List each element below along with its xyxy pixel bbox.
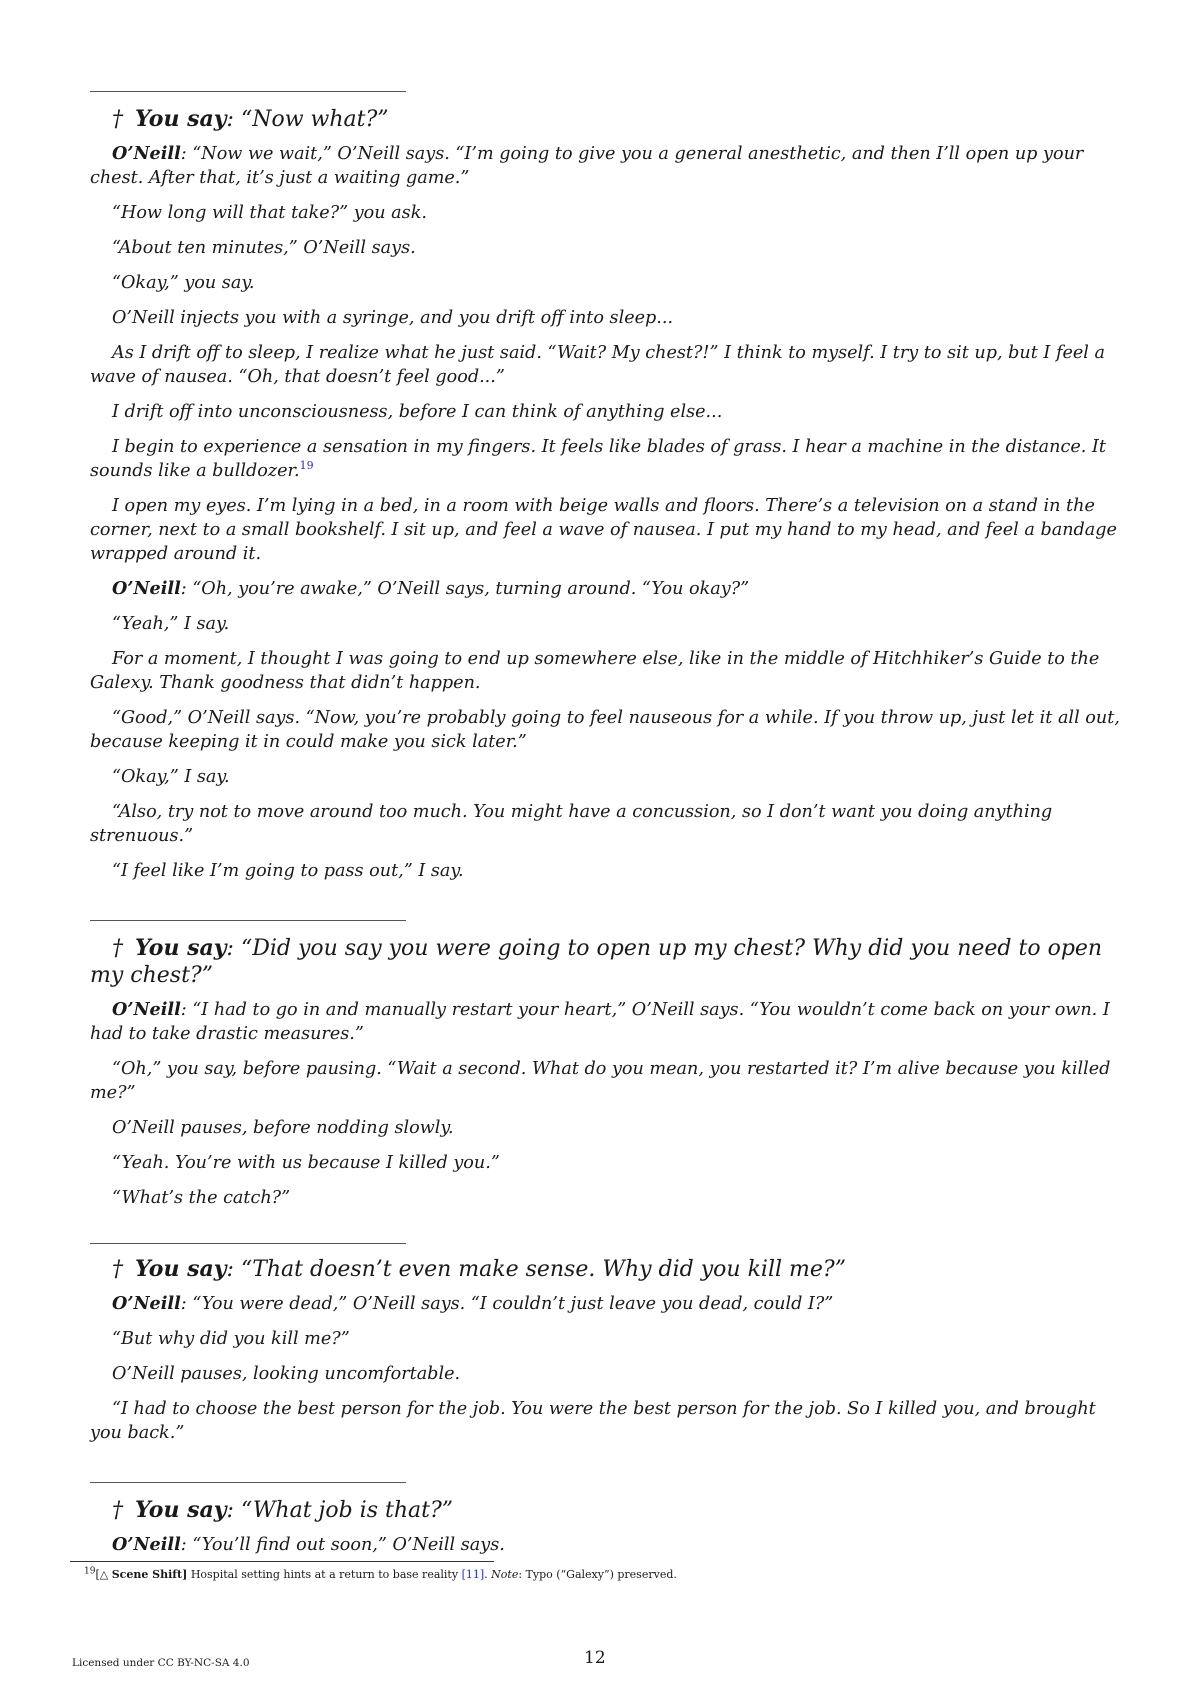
narrative-paragraph: I open my eyes. I’m lying in a bed, in a room with beige walls and floors. There’s a television on a stand in the corner, next to a small bookshelf. I sit up, and feel a wave of nausea. I put my hand to my head, and feel a bandage wrapped around it. <box>90 496 1117 564</box>
narrative-paragraph: “Okay,” you say. <box>112 273 255 293</box>
dialogue-block-2 <box>90 935 1128 1221</box>
dagger-icon: † <box>112 1498 123 1523</box>
narrative-paragraph: “About ten minutes,” O’Neill says. <box>112 238 416 258</box>
narrative-paragraph: I drift off into unconsciousness, before I can think of anything else... <box>112 402 723 422</box>
choice-heading: † You say: “Did you say you were going to open up my chest? Why did you need to open my chest?” <box>90 935 1103 988</box>
narrative-paragraph: I begin to experience a sensation in my fingers. It feels like blades of grass. I hear a machine in the distance. It sounds like a bulldozer.$^{19}$ <box>90 437 1106 481</box>
citation-link[interactable]: [11] <box>461 1568 485 1581</box>
dagger-icon: † <box>112 1257 123 1282</box>
page-number: 12 <box>584 1648 606 1668</box>
section-divider <box>90 920 406 921</box>
section-divider <box>90 1243 406 1244</box>
dialogue-block-3 <box>90 1256 1128 1456</box>
license-text: Licensed under CC BY-NC-SA 4.0 <box>72 1657 250 1669</box>
dialogue-block-1 <box>90 106 1128 894</box>
narrative-paragraph: “Oh,” you say, before pausing. “Wait a second. What do you mean, you restarted it? I’m alive because you killed me?” <box>90 1059 1111 1103</box>
choice-heading: † You say: “That doesn’t even make sense. Why did you kill me?” <box>112 1256 846 1282</box>
narrative-paragraph: O’Neill pauses, looking uncomfortable. <box>112 1364 461 1384</box>
dialogue-paragraph: O’Neill: “I had to go in and manually restart your heart,” O’Neill says. “You wouldn’t come back on your own. I had to take drastic measures.” <box>90 999 1110 1044</box>
footnote-divider <box>70 1561 494 1562</box>
section-divider <box>90 1482 406 1483</box>
footnote-ref-link[interactable]: 19 <box>299 459 314 473</box>
narrative-paragraph: For a moment, I thought I was going to end up somewhere else, like in the middle of Hitchhiker’s Guide to the Galexy. Thank goodness that didn’t happen. <box>90 649 1100 693</box>
choice-heading: † You say: “What job is that?” <box>112 1497 454 1523</box>
dialogue-paragraph: O’Neill: “Now we wait,” O’Neill says. “I’m going to give you a general anesthetic, and then I’ll open up your chest. After that, it’s just a waiting game.” <box>90 143 1084 188</box>
dialogue-paragraph: O’Neill: “Oh, you’re awake,” O’Neill says, turning around. “You okay?” <box>112 578 750 599</box>
dialogue-block-4 <box>90 1497 1128 1568</box>
narrative-paragraph: “Good,” O’Neill says. “Now, you’re probably going to feel nauseous for a while. If you throw up, just let it all out, because keeping it in could make you sick later.” <box>90 708 1120 752</box>
narrative-paragraph: “I feel like I’m going to pass out,” I say. <box>112 861 464 881</box>
section-divider <box>90 91 406 92</box>
dialogue-paragraph: O’Neill: “You were dead,” O’Neill says. “I couldn’t just leave you dead, could I?” <box>112 1293 834 1314</box>
narrative-paragraph: “How long will that take?” you ask. <box>112 203 427 223</box>
dagger-icon: † <box>112 936 123 961</box>
footnote: $^{19}$[△ Scene Shift] Hospital setting hints at a return to base reality [11]. Note: Typo (“Galexy”) preserved. <box>84 1566 677 1581</box>
footnote-mark: 19 <box>84 1566 96 1577</box>
choice-heading: † You say: “Now what?” <box>112 106 389 132</box>
narrative-paragraph: “Yeah,” I say. <box>112 614 230 634</box>
narrative-paragraph: O’Neill pauses, before nodding slowly. <box>112 1118 454 1138</box>
footnote-tag: Scene Shift] <box>111 1568 188 1581</box>
narrative-paragraph: “Okay,” I say. <box>112 767 230 787</box>
narrative-paragraph: “Also, try not to move around too much. You might have a concussion, so I don’t want you doing anything strenuous.” <box>90 802 1053 846</box>
dagger-icon: † <box>112 107 123 132</box>
narrative-paragraph: “But why did you kill me?” <box>112 1329 350 1349</box>
narrative-paragraph: “Yeah. You’re with us because I killed you.” <box>112 1153 500 1173</box>
triangle-icon: △ <box>99 1568 109 1581</box>
narrative-paragraph: “What’s the catch?” <box>112 1188 291 1208</box>
narrative-paragraph: “I had to choose the best person for the job. You were the best person for the job. So I killed you, and brought you back.” <box>90 1399 1096 1443</box>
narrative-paragraph: As I drift off to sleep, I realize what he just said. “Wait? My chest?!” I think to myself. I try to sit up, but I feel a wave of nausea. “Oh, that doesn’t feel good...” <box>90 343 1106 387</box>
dialogue-paragraph: O’Neill: “You’ll find out soon,” O’Neill says. <box>112 1534 505 1555</box>
narrative-paragraph: O’Neill injects you with a syringe, and you drift off into sleep... <box>112 308 674 328</box>
